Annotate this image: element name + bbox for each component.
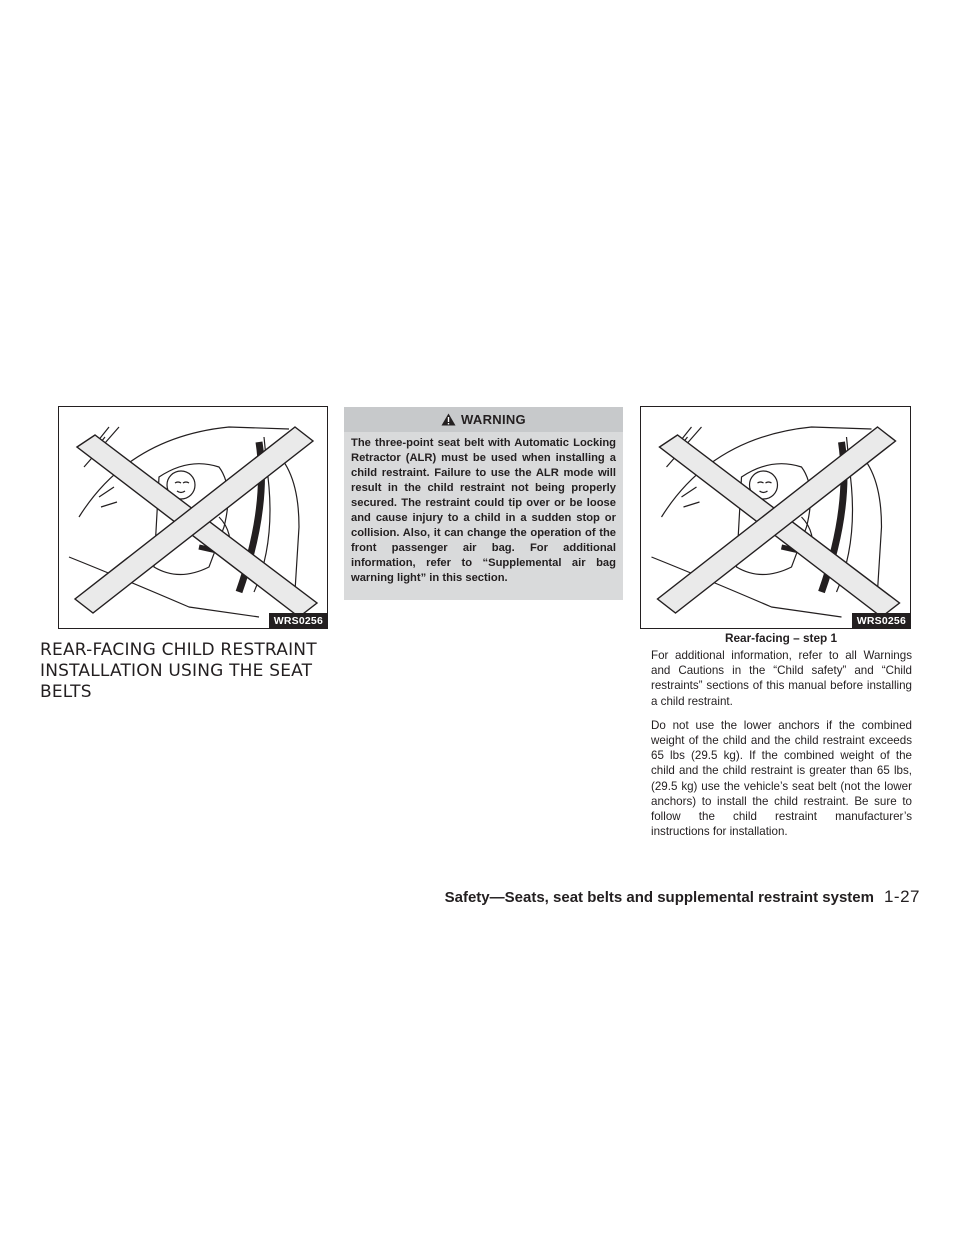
figure-code: WRS0256 (852, 613, 910, 628)
section-title: REAR-FACING CHILD RESTRAINT INSTALLATION USING THE SEAT BELTS (40, 640, 317, 702)
figure-left (58, 406, 328, 629)
crossed-out-child-restraint-illustration (641, 407, 911, 629)
warning-header (344, 407, 623, 432)
paragraph: For additional information, refer to all Warnings and Cautions in the “Child safety” and “Child restraints” sections of this manual before installing a child restraint. (651, 649, 912, 708)
warning-heading: WARNING (461, 412, 526, 427)
warning-triangle-icon (441, 413, 456, 426)
paragraph: Do not use the lower anchors if the combined weight of the child and the child restraint exceeds 65 lbs (29.5 kg). If the combined weight of the child and the child restraint is greater than 65 lbs, (29.5 kg) use the vehicle’s seat belt (not the lower anchors) to install the child restraint. Be sure to follow the child restraint manufacturer’s instructions for installation. (651, 718, 912, 839)
crossed-out-child-restraint-illustration (59, 407, 328, 629)
page-footer (445, 887, 920, 907)
figure-right (640, 406, 911, 629)
warning-text: The three-point seat belt with Automatic Locking Retractor (ALR) must be used when installing a child restraint. Failure to use the ALR mode will result in the child restraint not being properly secured. The restraint could tip over or be loose and cause injury to a child in a sudden stop or collision. Also, it can change the operation of the front passenger air bag. For additional information, refer to “Supplemental air bag warning light” in this section. (351, 437, 616, 584)
chapter-title: Safety—Seats, seat belts and supplemental restraint system (444, 889, 874, 906)
figure-caption: Rear-facing – step 1 (724, 631, 838, 645)
figure-code: WRS0256 (269, 613, 327, 628)
page-number: 1-27 (883, 887, 920, 906)
warning-box (344, 407, 623, 600)
body-text (651, 648, 912, 848)
